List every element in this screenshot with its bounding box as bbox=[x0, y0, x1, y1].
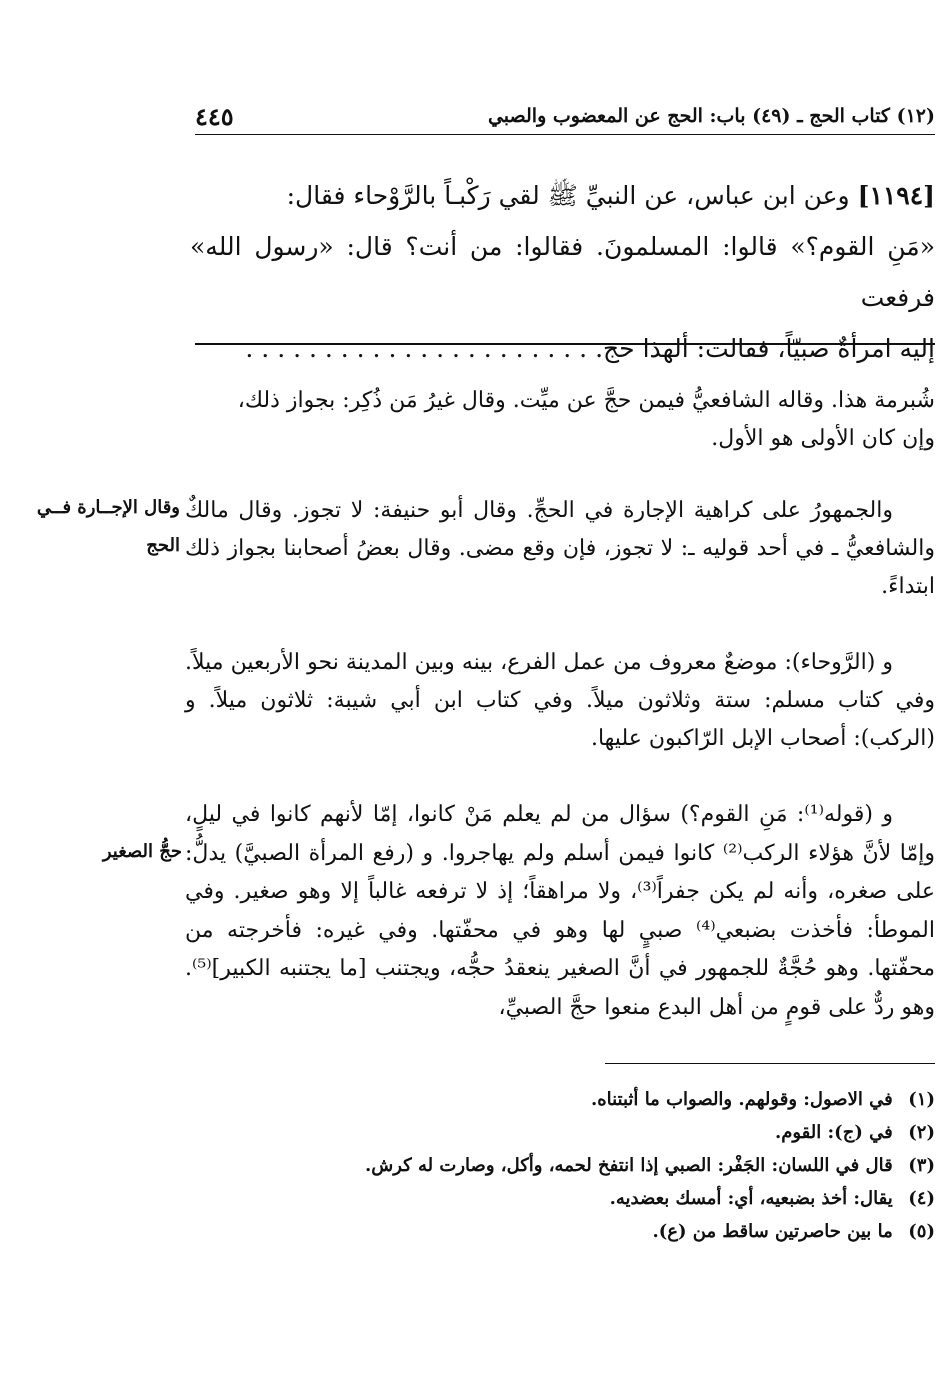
commentary-line: وإن كان الأولى هو الأول. bbox=[711, 426, 935, 451]
footnote-number: (٤) bbox=[908, 1188, 935, 1209]
header-rule bbox=[195, 134, 935, 135]
margin-note-ijara: وقال الإجــارة فــي bbox=[36, 497, 180, 518]
footnotes bbox=[195, 1083, 935, 1248]
section-divider bbox=[195, 343, 935, 345]
footnote-number: (٣) bbox=[908, 1155, 935, 1176]
footnote-text: يقال: أخذ بضبعيه، أي: أمسك بعضديه. bbox=[609, 1188, 893, 1209]
hadith-line-3 bbox=[190, 323, 935, 374]
commentary-line: شُبرمة هذا. وقاله الشافعيُّ فيمن حجَّ عن ميِّت. وقال غيرُ مَن ذُكِر: بجواز ذلك، bbox=[237, 388, 935, 413]
footnote-number: (١) bbox=[908, 1089, 935, 1110]
footnote-text: في (ج): القوم. bbox=[774, 1122, 893, 1143]
running-title: (١٢) كتاب الحج ـ (٤٩) باب: الحج عن المعضوب والصبي bbox=[487, 105, 935, 127]
footnote-text: ما بين حاصرتين ساقط من (ع). bbox=[652, 1221, 893, 1242]
footnote bbox=[195, 1182, 935, 1215]
ellipsis-dots: . . . . . . . . . . . . . . . . . . . . . . bbox=[245, 334, 588, 363]
footnote-rule bbox=[605, 1063, 935, 1064]
commentary-paragraph: و (الرَّوحاء): موضعٌ معروف من عمل الفرع، بينه وبين المدينة نحو الأربعين ميلاً. وفي كتاب مسلم: ستة وثلاثون ميلاً. وفي كتاب ابن أبي شيبة: ثلاثون ميلاً. و (الركب): أصحاب الإبل الرّاكبون عليها. bbox=[185, 650, 935, 751]
margin-note-sabi: حجُّ الصغير bbox=[102, 841, 182, 862]
commentary-section-a bbox=[185, 382, 935, 458]
footnote bbox=[195, 1083, 935, 1116]
hadith-line-1 bbox=[190, 170, 935, 221]
hadith-number: [١١٩٤] bbox=[857, 181, 935, 210]
commentary-section-d bbox=[185, 796, 935, 1027]
page-number: ٤٤٥ bbox=[195, 101, 234, 131]
footnote bbox=[195, 1149, 935, 1182]
hadith-text-3: إليه امرأةٌ صبيّاً، فقالت: ألهذا حج. bbox=[595, 334, 935, 363]
commentary-section-c bbox=[185, 644, 935, 758]
hadith-line-2: «مَنِ القوم؟» قالوا: المسلمونَ. فقالوا: من أنت؟ قال: «رسول الله» فرفعت bbox=[190, 232, 935, 312]
footnote-text: قال في اللسان: الجَفْر: الصبي إذا انتفخ لحمه، وأكل، وصارت له كرش. bbox=[365, 1155, 893, 1176]
page-header bbox=[195, 100, 935, 132]
footnote bbox=[195, 1215, 935, 1248]
footnote-number: (٥) bbox=[908, 1221, 935, 1242]
commentary-section-b bbox=[185, 492, 935, 606]
margin-note-hajj: الحج bbox=[146, 535, 180, 556]
commentary-paragraph: والجمهورُ على كراهية الإجارة في الحجِّ. وقال أبو حنيفة: لا تجوز. وقال مالكٌ والشافعيُّ ـ في أحد قوليه ـ: لا تجوز، فإن وقع مضى. وقال بعضُ أصحابنا بجواز ذلك ابتداءً. bbox=[185, 498, 935, 599]
footnote bbox=[195, 1116, 935, 1149]
footnote-number: (٢) bbox=[908, 1122, 935, 1143]
hadith-text-1: وعن ابن عباس، عن النبيِّ ﷺ لقي رَكْبـاً بالرَّوْحاء فقال: bbox=[286, 181, 850, 210]
commentary-paragraph: و (قوله⁽¹⁾: مَنِ القوم؟) سؤال من لم يعلم مَنْ كانوا، إمّا لأنهم كانوا في ليلٍ، وإمّا لأنَّ هؤلاء الركب⁽²⁾ كانوا فيمن أسلم ولم يهاجروا. و (رفع المرأة الصبيَّ) يدلُّ: على صغره، وأنه لم يكن جفراً⁽³⁾، ولا مراهقاً؛ إذ لا ترفعه غالباً إلا وهو صغير. وفي الموطأ: فأخذت بضبعي⁽⁴⁾ صبيٍ لها وهو في محفّتها. وفي غيره: فأخرجته من محفّتها. وهو حُجَّةٌ للجمهور في أنَّ الصغير ينعقدُ حجُّه، ويجتنب [ما يجتنبه الكبير]⁽⁵⁾. وهو ردٌّ على قومٍ من أهل البدع منعوا حجَّ الصبيِّ، bbox=[185, 802, 935, 1020]
footnote-text: في الاصول: وقولهم. والصواب ما أثبتناه. bbox=[590, 1089, 893, 1110]
